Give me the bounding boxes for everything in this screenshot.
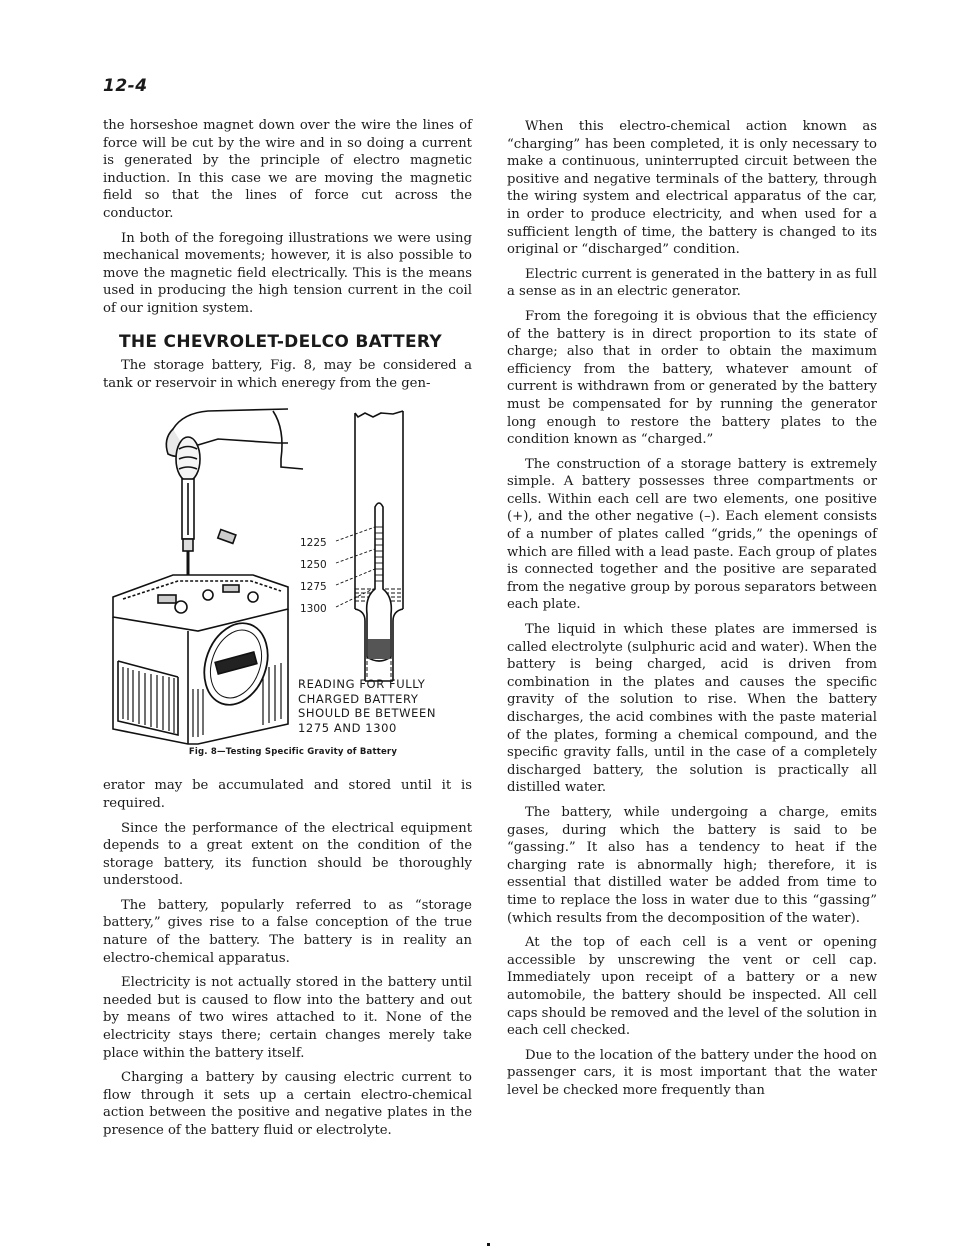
paragraph: Charging a battery by causing electric current to flow through it sets up a certain electro-chemical action between the positive and negative plates in the presence of the battery fluid or electrolyte.: [103, 1070, 472, 1138]
section-heading: THE CHEVROLET-DELCO BATTERY: [119, 331, 442, 352]
paragraph: Electric current is generated in the battery in as full a sense as in an electric generator.: [507, 266, 877, 300]
scale-label-1300: 1300: [300, 603, 327, 616]
paragraph: the horseshoe magnet down over the wire the lines of force will be cut by the wire and in so doing a current is generated by the principle of electro magnetic induction. In this case we are moving the magnetic field so that the lines of force cut across the conductor.: [103, 118, 472, 221]
paragraph: erator may be accumulated and stored until it is required.: [103, 778, 472, 811]
paragraph: Due to the location of the battery under the hood on passenger cars, it is most important that the water level be checked more frequently than: [507, 1047, 877, 1098]
scale-label-1250: 1250: [300, 559, 327, 572]
scale-label-1275: 1275: [300, 581, 327, 594]
battery-figure: [103, 399, 472, 771]
note-line: CHARGED BATTERY: [298, 691, 419, 706]
paragraph: The battery, popularly referred to as “storage battery,” gives rise to a false conception of the true nature of the battery. The battery is in reality an electro-chemical apparatus.: [103, 897, 472, 966]
scale-label-1225: 1225: [300, 537, 327, 550]
paragraph: From the foregoing it is obvious that the efficiency of the battery is in direct proportion to its state of charge; also that in order to obtain the maximum efficiency from the battery, whatever amount of current is withdrawn from or generated by the battery must be compensated for by running the generator long enough to restore the battery plates to the condition known as “charged.”: [507, 308, 877, 448]
paragraph: The storage battery, Fig. 8, may be considered a tank or reservoir in which eneregy from the gen-: [103, 358, 472, 391]
figure-caption: Fig. 8—Testing Specific Gravity of Battery: [188, 747, 398, 758]
figure-note: [298, 677, 436, 735]
left-column: [103, 117, 472, 1147]
paragraph: Electricity is not actually stored in the battery until needed but is caused to flow into the battery and out by means of two wires attached to it. None of the electricity stays there; certain changes merely take place within the battery itself.: [103, 975, 472, 1061]
paragraph: When this electro-chemical action known as “charging” has been completed, it is only necessary to make a continuous, uninterrupted circuit between the positive and negative terminals of the battery, through the wiring system and electrical apparatus of the car, in order to produce electricity, and when used for a sufficient length of time, the battery is changed to its original or “discharged” condition.: [507, 119, 877, 258]
note-line: 1275 AND 1300: [298, 720, 397, 735]
paragraph: At the top of each cell is a vent or opening accessible by unscrewing the vent or cell cap. Immediately upon receipt of a battery or a new automobile, the battery should be inspected. All cell caps should be removed and the level of the solution in each cell checked.: [507, 935, 877, 1039]
paragraph: In both of the foregoing illustrations we were using mechanical movements; however, it is also possible to move the magnetic field electrically. This is the means used in producing the high tension current in the coil of our ignition system.: [103, 230, 472, 316]
right-column: [507, 118, 877, 1106]
paragraph: The battery, while undergoing a charge, emits gases, during which the battery is said to be “gassing.” It also has a tendency to heat if the charging rate is abnormally high; therefore, it is essential that distilled water be added from time to time to replace the loss in water due to this “gassing” (which results from the decomposition of the water).: [507, 804, 877, 926]
paragraph: The construction of a storage battery is extremely simple. A battery possesses three compartments or cells. Within each cell are two elements, one positive (+), and the other negative (–). Each element consists of a number of plates called “grids,” the openings of which are filled with a lead paste. Each group of plates is connected together and the positive are separated from the negative group by porous separators between each plate.: [507, 456, 877, 613]
note-line: READING FOR FULLY: [298, 677, 426, 692]
paragraph: Since the performance of the electrical equipment depends to a great extent on the condition of the storage battery, its function should be thoroughly understood.: [103, 820, 472, 889]
page-mark: [487, 1243, 490, 1246]
paragraph: The liquid in which these plates are immersed is called electrolyte (sulphuric acid and water). When the battery is being charged, acid is driven from combination in the plates and causes the specific gravity of the solution to rise. When the battery discharges, the acid combines with the paste material of the plates, forming a chemical compound, and the specific gravity falls, until in the case of a completely discharged battery, the solution is practically all distilled water.: [507, 622, 877, 796]
page-number: 12-4: [103, 76, 148, 96]
note-line: SHOULD BE BETWEEN: [298, 706, 437, 721]
